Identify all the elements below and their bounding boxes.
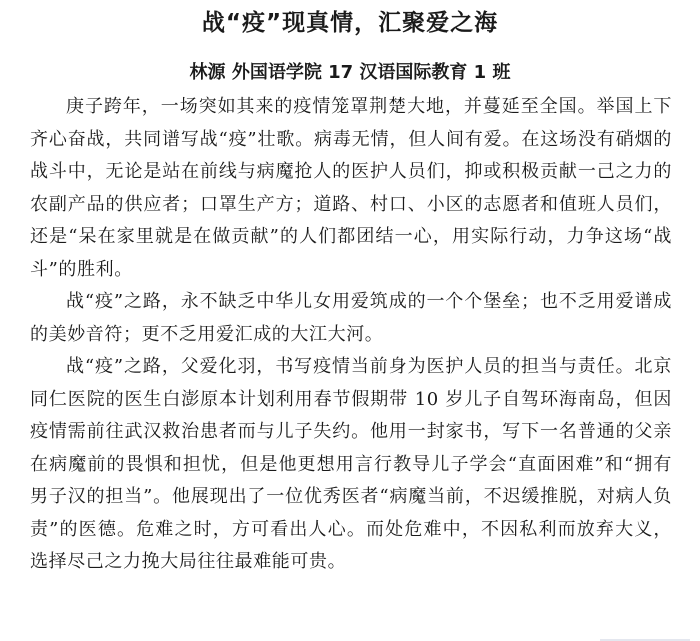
paragraph-3: 战“疫”之路，父爱化羽，书写疫情当前身为医护人员的担当与责任。北京同仁医院的医生白澎原本计划利用春节假期带 10 岁儿子自驾环海南岛，但因疫情需前往武汉救治患者而与儿子失约。他用一封家书，写下一名普通的父亲在病魔前的畏惧和担忧，但是他更想用言行教导儿子学会“直面困难”和“拥有男子汉的担当”。他展现出了一位优秀医者“病魔当前，不迟缓推脱，对病人负责”的医德。危难之时，方可看出人心。而处危难中，不因私利而放弃大义，选择尽己之力挽大局往往最难能可贵。: [30, 356, 672, 572]
article-body: [30, 91, 672, 579]
author-byline: 林源 外国语学院 17 汉语国际教育 1 班: [189, 62, 511, 83]
paragraph-1: 庚子跨年，一场突如其来的疫情笼罩荆楚大地，并蔓延至全国。举国上下齐心奋战，共同谱写战“疫”壮歌。病毒无情，但人间有爱。在这场没有硝烟的战斗中，无论是站在前线与病魔抢人的医护人员们，抑或积极贡献一己之力的农副产品的供应者；口罩生产方；道路、村口、小区的志愿者和值班人员们，还是“呆在家里就是在做贡献”的人们都团结一心，用实际行动，力争这场“战斗”的胜利。: [30, 96, 672, 280]
article-title: 战“疫”现真情，汇聚爱之海: [201, 10, 499, 36]
paragraph-2: 战“疫”之路，永不缺乏中华儿女用爱筑成的一个个堡垒；也不乏用爱谱成的美妙音符；更不乏用爱汇成的大江大河。: [30, 291, 672, 345]
